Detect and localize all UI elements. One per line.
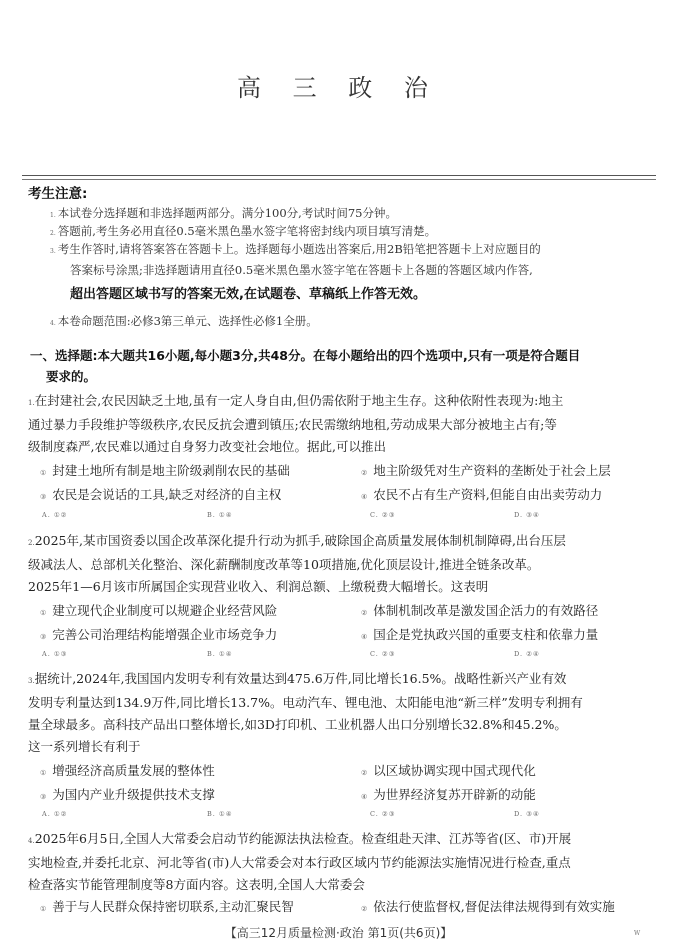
question-line (28, 668, 655, 692)
statement-text: 为国内产业升级提供技术支撑 (52, 787, 215, 802)
page-footer: 【高三12月质量检测·政治 第1页(共6页)】 (224, 926, 453, 940)
statement-text: 建立现代企业制度可以规避企业经营风险 (52, 603, 278, 618)
question-text: 发明专利量达到134.9万件,同比增长13.7%。电动汽车、锂电池、太阳能电池“新三样”发明专利拥有 (28, 695, 583, 710)
statement-text: 农民是会说话的工具,缺乏对经济的自主权 (52, 487, 282, 502)
answer-choice[interactable]: B. ①④ (207, 511, 233, 519)
question-text: 通过暴力手段维护等级秩序,农民反抗会遭到镇压;农民需缴纳地租,劳动成果大部分被地主占有;等 (28, 417, 557, 432)
question-number: 1. (28, 399, 35, 407)
answer-choice[interactable]: D. ③④ (514, 511, 540, 519)
statement-marker: ③ (40, 493, 47, 501)
statement-option (361, 461, 611, 479)
question-line (28, 436, 655, 458)
question-line (28, 692, 655, 714)
question-number: 3. (28, 677, 35, 685)
statement-text: 完善公司治理结构能增强企业市场竞争力 (52, 627, 278, 642)
statement-marker: ③ (40, 633, 47, 641)
question-line (28, 852, 655, 874)
statement-marker: ④ (361, 793, 368, 801)
statement-marker: ② (361, 469, 368, 477)
statement-text: 国企是党执政兴国的重要支柱和依靠力量 (373, 627, 599, 642)
question-number: 2. (28, 539, 35, 547)
section-heading-line: 要求的。 (46, 369, 97, 384)
notice-item-number: 4. (50, 320, 56, 327)
header-rule-thin (22, 179, 656, 180)
section-heading-line: 一、选择题:本大题共16小题,每小题3分,共48分。在每小题给出的四个选项中,只有一项是符合题目 (30, 348, 581, 363)
statement-text: 增强经济高质量发展的整体性 (52, 763, 215, 778)
question-line (28, 390, 655, 414)
statement-option (361, 485, 602, 503)
notice-item-text: 考生作答时,请将答案答在答题卡上。选择题每小题选出答案后,用2B铅笔把答题卡上对应题目的 (57, 242, 541, 256)
notice-item-number: 1. (50, 212, 56, 219)
question-line (28, 576, 655, 598)
question-line (28, 736, 655, 758)
question-line (28, 414, 655, 436)
statement-option (40, 625, 277, 643)
statement-option (40, 485, 281, 503)
statement-marker: ① (40, 769, 47, 777)
question-text: 级减法人、总部机关化整治、深化薪酬制度改革等10项措施,优化顶层设计,推进全链条改革。 (28, 557, 540, 572)
question-text: 在封建社会,农民因缺乏土地,虽有一定人身自由,但仍需依附于地主生存。这种依附性表现为:地主 (34, 393, 564, 408)
question-stem (28, 530, 655, 598)
answer-choice[interactable]: B. ①④ (207, 650, 233, 658)
statement-option (40, 461, 290, 479)
statement-option (361, 897, 615, 915)
answer-choice[interactable]: A. ①② (42, 511, 68, 519)
notice-item-line (50, 312, 655, 333)
statement-option (40, 761, 215, 779)
statement-option (361, 761, 536, 779)
statement-option (40, 785, 215, 803)
question-text: 这一系列增长有利于 (28, 739, 141, 754)
question-text: 2025年1—6月该市所属国企实现营业收入、利润总额、上缴税费大幅增长。这表明 (28, 579, 489, 594)
notice-item-number: 3. (50, 248, 56, 255)
notice-item-text: 答案标号涂黑;非选择题请用直径0.5毫米黑色墨水签字笔在答题卡上各题的答题区域内作答, (70, 263, 533, 277)
header-rule-thick (22, 175, 656, 176)
statement-marker: ① (40, 905, 47, 913)
question-number: 4. (28, 837, 35, 845)
statement-text: 农民不占有生产资料,但能自由出卖劳动力 (373, 487, 603, 502)
question-text: 级制度森严,农民难以通过自身努力改变社会地位。据此,可以推出 (28, 439, 386, 454)
statement-option (361, 601, 598, 619)
notice-heading: 考生注意: (28, 186, 88, 202)
statement-option (40, 601, 277, 619)
answer-choice[interactable]: A. ①② (42, 810, 68, 818)
question-line (28, 714, 655, 736)
statement-marker: ② (361, 609, 368, 617)
statement-marker: ④ (361, 493, 368, 501)
question-text: 2025年6月5日,全国人大常委会启动节约能源法执法检查。检查组赴天津、江苏等省(区、市)开展 (34, 831, 572, 846)
statement-option (361, 785, 536, 803)
notice-item (50, 312, 655, 333)
notice-item-text: 答题前,考生务必用直径0.5毫米黑色墨水签字笔将密封线内项目填写清楚。 (57, 224, 437, 238)
question-text: 实地检查,并委托北京、河北等省(市)人大常委会对本行政区域内节约能源法实施情况进行检查,重点 (28, 855, 571, 870)
question-stem (28, 390, 655, 458)
question-stem (28, 668, 655, 758)
answer-choice[interactable]: B. ①④ (207, 810, 233, 818)
statement-text: 依法行使监督权,督促法律法规得到有效实施 (373, 899, 615, 914)
answer-choice[interactable]: A. ①③ (42, 650, 68, 658)
notice-item-number: 2. (50, 230, 56, 237)
question-line (28, 874, 655, 896)
answer-choice[interactable]: D. ②④ (514, 650, 540, 658)
answer-choice[interactable]: C. ②③ (370, 810, 396, 818)
statement-marker: ② (361, 769, 368, 777)
notice-item (50, 240, 655, 279)
statement-marker: ① (40, 469, 47, 477)
statement-text: 以区域协调实现中国式现代化 (373, 763, 536, 778)
question-line (28, 530, 655, 554)
statement-text: 体制机制改革是激发国企活力的有效路径 (373, 603, 599, 618)
question-line (28, 554, 655, 576)
statement-text: 为世界经济复苏开辟新的动能 (373, 787, 536, 802)
statement-marker: ③ (40, 793, 47, 801)
notice-item-line (50, 240, 655, 261)
statement-text: 封建土地所有制是地主阶级剥削农民的基础 (52, 463, 290, 478)
question-line (28, 828, 655, 852)
question-stem (28, 828, 655, 896)
statement-option (40, 897, 294, 915)
page-title: 高 三 政 治 (237, 74, 440, 102)
question-text: 2025年,某市国资委以国企改革深化提升行动为抓手,破除国企高质量发展体制机制障碍,出台压层 (34, 533, 566, 548)
question-text: 量全球最多。高科技产品出口整体增长,如3D打印机、工业机器人出口分别增长32.8%和45.2%。 (28, 717, 567, 732)
question-text: 据统计,2024年,我国国内发明专利有效量达到475.6万件,同比增长16.5%。战略性新兴产业有效 (34, 671, 567, 686)
answer-choice[interactable]: C. ②③ (370, 650, 396, 658)
answer-choice[interactable]: D. ③④ (514, 810, 540, 818)
statement-text: 善于与人民群众保持密切联系,主动汇聚民智 (52, 899, 294, 914)
notice-item-text: 本试卷分选择题和非选择题两部分。满分100分,考试时间75分钟。 (57, 206, 397, 220)
statement-option (361, 625, 598, 643)
question-text: 检查落实节能管理制度等8方面内容。这表明,全国人大常委会 (28, 877, 365, 892)
statement-marker: ④ (361, 633, 368, 641)
statement-text: 地主阶级凭对生产资料的垄断处于社会上层 (373, 463, 611, 478)
statement-marker: ② (361, 905, 368, 913)
notice-bold-line: 超出答题区域书写的答案无效,在试题卷、草稿纸上作答无效。 (70, 287, 426, 302)
notice-item-text: 本卷命题范围:必修3第三单元、选择性必修1全册。 (57, 314, 318, 328)
notice-item-line (50, 261, 655, 279)
corner-mark: W (634, 930, 641, 937)
answer-choice[interactable]: C. ②③ (370, 511, 396, 519)
section-heading (30, 345, 655, 387)
statement-marker: ① (40, 609, 47, 617)
